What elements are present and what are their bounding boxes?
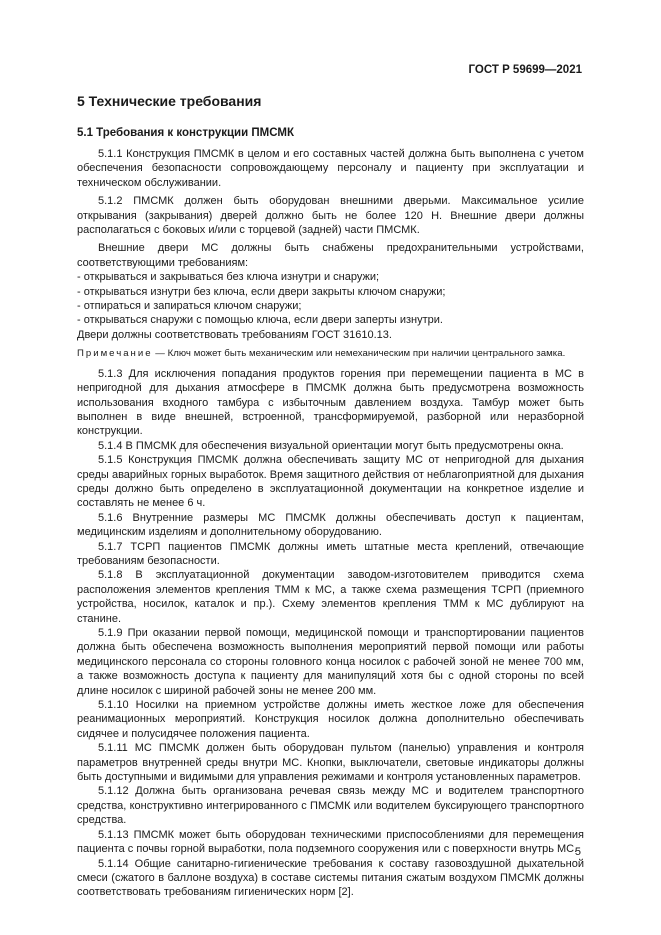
paragraph-5-1-6: 5.1.6 Внутренние размеры МС ПМСМК должны обеспечивать доступ к пациентам, медицинским изделиям и дополнительному оборудованию. — [77, 511, 584, 539]
document-body — [77, 93, 584, 900]
paragraph-5-1-10: 5.1.10 Носилки на приемном устройстве должны иметь жесткое ложе для обеспечения реанимационных мероприятий. Конструкция носилок должна дополнительно обеспечивать сидячее и полусидячее положения пациента. — [77, 699, 584, 740]
section-title: 5 Технические требования — [77, 93, 262, 109]
doors-gost: Двери должны соответствовать требованиям ГОСТ 31610.13. — [77, 328, 392, 341]
paragraph-5-1-13: 5.1.13 ПМСМК может быть оборудован техническими приспособлениями для перемещения пациента с почвы горной выработки, пола подземного сооружения или с поверхности внутрь МС. — [77, 828, 584, 856]
list-item: - открываться снаружи с помощью ключа, если двери заперты изнутри. — [77, 314, 443, 327]
paragraph-5-1-7: 5.1.7 ТСРП пациентов ПМСМК должны иметь штатные места креплений, отвечающие требованиям безопасности. — [77, 540, 584, 567]
paragraph-5-1-5: 5.1.5 Конструкция ПМСМК должна обеспечивать защиту МС от непригодной для дыхания среды аварийных горных выработок. Время защитного действия от неблагоприятной для дыхания среды должно быть определено в эксплуатационной документации на конкретное изделие и составлять не менее 6 ч. — [77, 454, 584, 510]
note-text: — Ключ может быть механическим или немеханическим при наличии центрального замка. — [152, 348, 566, 360]
paragraph-5-1-14: 5.1.14 Общие санитарно-гигиенические требования к составу газовоздушной дыхательной смеси (сжатого в баллоне воздуха) в составе системы питания сжатым воздухом ПМСМК должны соответствовать требованиям гигиенических норм [2]. — [77, 857, 584, 899]
paragraph-5-1-4: 5.1.4 В ПМСМК для обеспечения визуальной ориентации могут быть предусмотрены окна. — [98, 439, 564, 452]
paragraph-5-1-1: 5.1.1 Конструкция ПМСМК в целом и его составных частей должна быть выполнена с учетом обеспечения безопасности сопровождающему персоналу и пациенту при эксплуатации и техническом обслуживании. — [77, 148, 584, 189]
list-item: - открываться и закрываться без ключа изнутри и снаружи; — [77, 271, 380, 284]
paragraph-5-1-3: 5.1.3 Для исключения попадания продуктов горения при перемещении пациента в МС в непригодной для дыхания атмосфере в ПМСМК должна быть предусмотрена возможность использования входного тамбура с избыточным давлением воздуха. Тамбур может быть выполнен в виде внешней, встроенной, трансформируемой, разборной или неразборной конструкции. — [77, 367, 584, 438]
paragraph-5-1-8: 5.1.8 В эксплуатационной документации заводом-изготовителем приводится схема расположения элементов крепления ТММ к МС, а также схема размещения ТСРП (приемного устройства, носилок, каталок и пр.). Схему элементов крепления ТММ к МС дублируют на станине. — [77, 569, 584, 625]
paragraph-5-1-12: 5.1.12 Должна быть организована речевая связь между МС и водителем транспортного средства, конструктивно интегрированного с ПМСМК или водителем буксирующего транспортного средства. — [77, 785, 584, 827]
note — [77, 347, 584, 361]
paragraph-5-1-9: 5.1.9 При оказании первой помощи, медицинской помощи и транспортировании пациентов должна быть обеспечена возможность выполнения мероприятий первой помощи или работы медицинского персонала со стороны головного конца носилок с рабочей зоной не менее 700 мм, а также возможность доступа к пациенту для манипуляций хотя бы с одной стороны по всей длине носилок с шириной рабочей зоны не менее 200 мм. — [77, 627, 584, 697]
running-header: ГОСТ Р 59699—2021 — [468, 64, 582, 76]
note-label: Примечание — [77, 348, 153, 360]
paragraph-5-1-11: 5.1.11 МС ПМСМК должен быть оборудован пультом (панелью) управления и контроля параметров внутренней среды внутри МС. Кнопки, выключатели, световые индикаторы должны быть доступными и видимыми для управления режимами и контроля установленных параметров. — [77, 742, 584, 784]
paragraph-5-1-2: 5.1.2 ПМСМК должен быть оборудован внешними дверьми. Максимальное усилие открывания (закрывания) дверей должно быть не более 120 Н. Внешние двери должны располагаться с боковых и/или с торцевой (задней) части ПМСМК. — [77, 195, 584, 237]
doors-intro: Внешние двери МС должны быть снабжены предохранительными устройствами, соответствующими требованиям: — [77, 242, 584, 269]
page-number: 5 — [574, 846, 581, 858]
list-item: - отпираться и запираться ключом снаружи; — [77, 300, 302, 313]
subsection-title: 5.1 Требования к конструкции ПМСМК — [77, 127, 294, 139]
list-item: - открываться изнутри без ключа, если двери закрыты ключом снаружи; — [77, 285, 446, 298]
